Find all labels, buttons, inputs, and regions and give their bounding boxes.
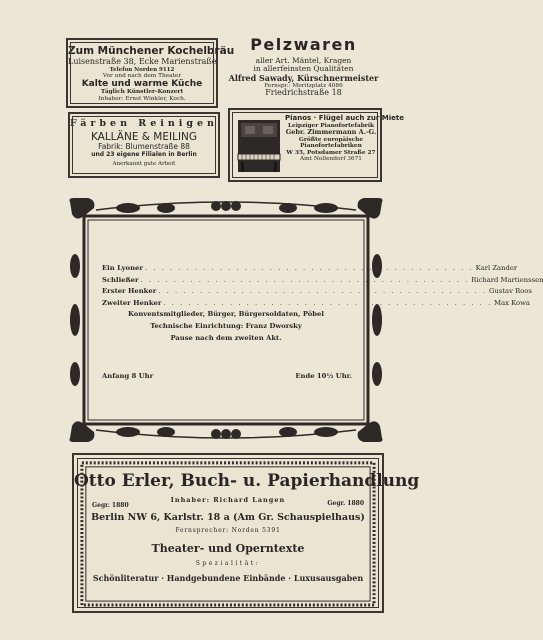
ad-offer: Theater- und Operntexte: [151, 542, 305, 555]
ad-line: Pianofortefabriken: [300, 143, 362, 150]
ad-line: Größte europäische: [298, 136, 364, 143]
ad-border: [68, 42, 235, 104]
ad-otto-erler: [72, 453, 420, 613]
ad-title: Zum Münchener Kochelbräu: [68, 45, 235, 57]
ad-address: Friedrichstraße 18: [265, 88, 342, 98]
program-details: [86, 309, 366, 345]
ad-owner: Inhaber: Richard Langen: [170, 496, 286, 504]
ad-owner: Inhaber: Ernst Winkler, Koch.: [98, 95, 186, 102]
ad-phone: Amt Nollendorf 3671: [299, 156, 362, 163]
founded-right: Gegr. 1880: [327, 500, 364, 507]
ad-items: Schönliteratur · Handgebundene Einbände · Luxusausgaben: [92, 573, 364, 583]
cast-row: [102, 287, 532, 299]
ad-address: Berlin NW 6, Karlstr. 18 a (Am Gr. Schauspielhaus): [91, 512, 365, 523]
technical-line: Technische Einrichtung: Franz Dworsky: [150, 321, 302, 330]
ad-services: Färben Reinigen: [70, 118, 218, 129]
extras-line: Konventsmitglieder, Bürger, Bürgersoldaten, Pöbel: [128, 310, 324, 318]
cast-actor: Richard Martienssen: [471, 275, 543, 284]
leader-dots: . . . . . . . . . . . . . . . . . . . . . . . . . . . . . . . . . . . . . . . .: [144, 264, 474, 272]
leader-dots: . . . . . . . . . . . . . . . . . . . . . . . . . . . . . . . . . . . . . . . .: [163, 298, 493, 307]
cast-role: Zweiter Henker: [102, 298, 162, 307]
leader-dots: . . . . . . . . . . . . . . . . . . . . . . . . . . . . . . . . . . . . . . . .: [140, 275, 470, 284]
ad-branches: und 23 eigene Filialen in Berlin: [91, 150, 197, 158]
ad-title: Otto Erler, Buch- u. Papierhandlung: [74, 471, 420, 491]
ad-pelzwaren: [226, 36, 381, 102]
cast-role: Ein Lyoner: [102, 264, 143, 272]
ad-slogan: Anerkannt gute Arbeit: [112, 161, 176, 168]
leader-dots: . . . . . . . . . . . . . . . . . . . . . . . . . . . . . . . . . . . . . . . .: [158, 287, 487, 296]
cast-actor: Gustav Roos: [489, 287, 532, 296]
founded-left: Gegr. 1880: [92, 502, 129, 509]
pause-line: Pause nach dem zweiten Akt.: [170, 333, 282, 342]
cast-row: [102, 264, 518, 276]
ad-kallaene-meiling: [68, 112, 220, 178]
ad-muenchener-kochelbraeu: [66, 38, 235, 108]
cast-role: Schließer: [102, 275, 139, 284]
cast-row: [102, 275, 543, 288]
ad-owner: Alfred Sawady, Kürschnermeister: [228, 72, 379, 83]
ad-phone: Telefon Norden 9112: [109, 66, 175, 73]
ad-line: in allerfeinsten Qualitäten: [253, 64, 354, 74]
ad-title: Pelzwaren: [250, 35, 357, 54]
cast-role: Erster Henker: [102, 287, 157, 296]
ad-address: Luisenstraße 38, Ecke Marienstraße: [68, 56, 217, 66]
ad-specialty: Spezialität:: [195, 560, 261, 567]
ad-line: aller Art. Mäntel, Kragen: [255, 55, 352, 65]
ad-line: Leipziger Pianofortefabrik: [287, 122, 375, 129]
cast-actor: Karl Zander: [475, 264, 518, 272]
ad-address: W 35, Potsdamer Straße 27: [286, 149, 376, 156]
ad-company: KALLÄNE & MEILING: [90, 130, 198, 143]
ad-note: Vor und nach dem Theater: [102, 72, 182, 79]
ad-daily: Täglich Künstler-Konzert: [100, 89, 184, 96]
ad-phone: Fernspr.: Moritzplatz 4086: [264, 82, 343, 89]
piano-illustration: [236, 116, 282, 174]
ad-offer: Kalte und warme Küche: [81, 79, 203, 90]
ad-phone: Fernsprecher: Norden 5391: [175, 527, 281, 534]
cast-list: [102, 264, 543, 310]
ad-factory: Fabrik: Blumenstraße 88: [98, 142, 190, 152]
ad-headline: Pianos · Flügel auch zur Miete: [285, 114, 404, 122]
ad-border: [72, 116, 216, 174]
ad-line: Gebr. Zimmermann A.-G.: [285, 128, 377, 137]
start-time: Anfang 8 Uhr: [102, 372, 154, 380]
ad-piano-zimmermann: [228, 108, 404, 182]
end-time: Ende 10½ Uhr.: [295, 372, 352, 380]
cast-actor: Max Kowa: [494, 298, 530, 307]
